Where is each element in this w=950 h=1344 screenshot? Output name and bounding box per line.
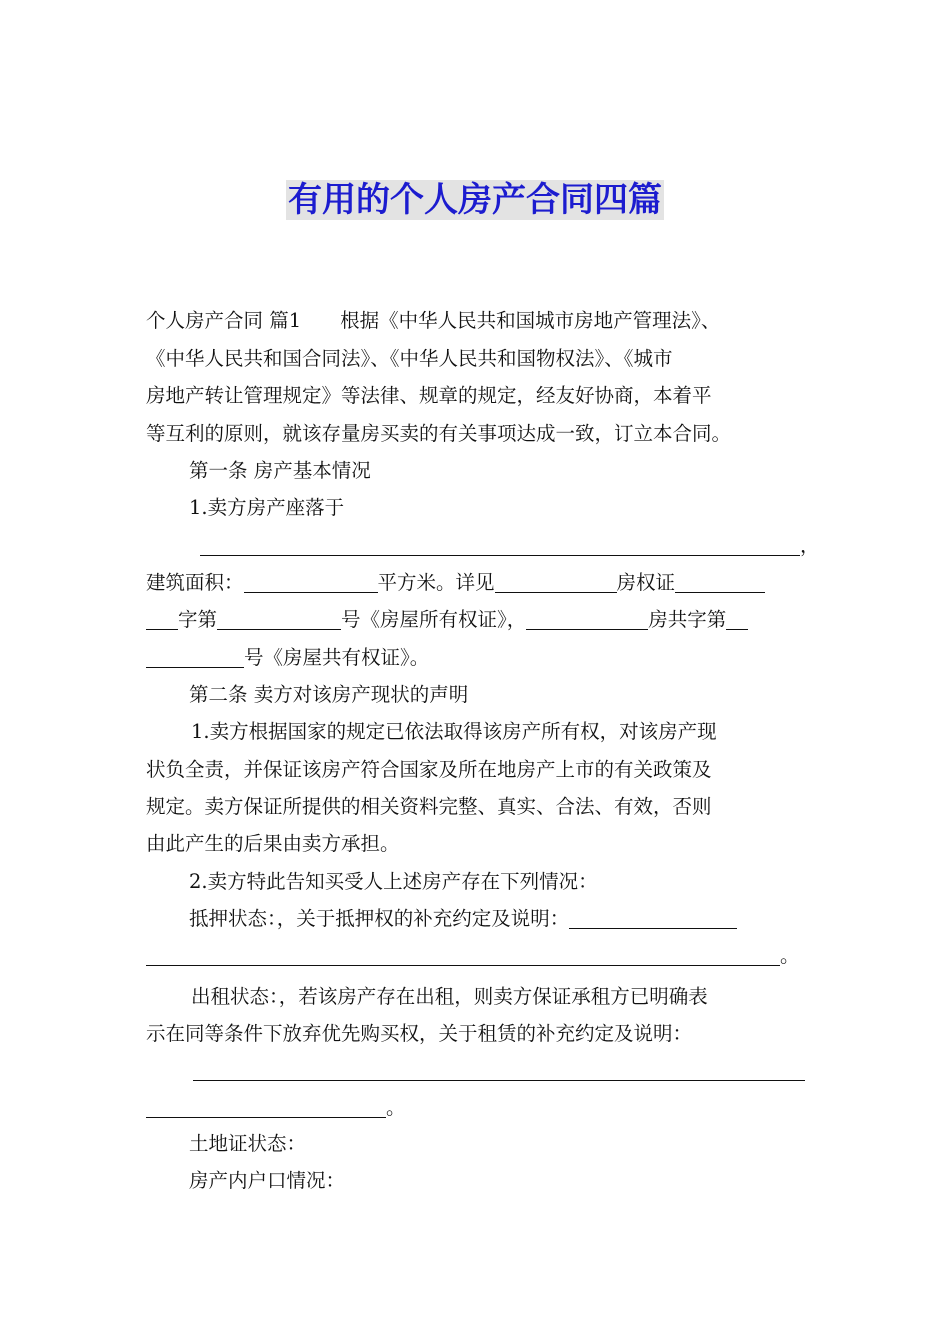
blank-underline [146, 605, 178, 630]
document-title: 有用的个人房产合同四篇 [288, 180, 662, 220]
blank-underline [146, 643, 244, 668]
fill-line: 建筑面积： 平方米。详见 房权证 [146, 565, 765, 601]
paragraph-line: 2.卖方特此告知买受人上述房产存在下列情况： [189, 870, 598, 893]
paragraph-line: 1.卖方房产座落于 [189, 496, 345, 519]
fill-line: ， [200, 528, 820, 564]
paragraph-line: 1.卖方根据国家的规定已依法取得该房产所有权，对该房产现 [191, 720, 717, 743]
paragraph-line: 房地产转让管理规定》等法律、规章的规定，经友好协商，本着平 [146, 384, 712, 407]
blank-underline [726, 605, 748, 630]
blank-underline [146, 941, 780, 966]
paragraph-line: 等互利的原则，就该存量房买卖的有关事项达成一致，订立本合同。 [146, 422, 732, 445]
paragraph-line: 土地证状态： [189, 1132, 307, 1155]
blank-underline [495, 568, 617, 593]
blank-underline [526, 605, 648, 630]
fill-line: 抵押状态：，关于抵押权的补充约定及说明： [189, 901, 737, 937]
fill-line: 号《房屋共有权证》。 [146, 640, 429, 676]
paragraph-line: 规定。卖方保证所提供的相关资料完整、真实、合法、有效，否则 [146, 795, 712, 818]
paragraph-line: 《中华人民共和国合同法》、《中华人民共和国物权法》、《城市 [146, 347, 673, 370]
fill-line: 。 [146, 938, 800, 974]
blank-underline [146, 1093, 386, 1118]
blank-underline [217, 605, 341, 630]
blank-underline [675, 568, 765, 593]
paragraph-line: 个人房产合同 篇1 根据《中华人民共和国城市房地产管理法》、 [146, 309, 721, 332]
fill-line [193, 1053, 805, 1089]
paragraph-line: 出租状态：，若该房产存在出租，则卖方保证承租方已明确表 [191, 985, 708, 1008]
paragraph-line: 由此产生的后果由卖方承担。 [146, 832, 400, 855]
paragraph-line: 示在同等条件下放弃优先购买权，关于租赁的补充约定及说明： [146, 1022, 693, 1045]
blank-underline [193, 1056, 805, 1081]
blank-underline [200, 531, 800, 556]
paragraph-line: 房产内户口情况： [189, 1169, 346, 1192]
section-heading: 第二条 卖方对该房产现状的声明 [189, 683, 469, 706]
blank-underline [569, 904, 737, 929]
fill-line: 字第 号《房屋所有权证》， 房共字第 [146, 602, 748, 638]
paragraph-line: 状负全责，并保证该房产符合国家及所在地房产上市的有关政策及 [146, 758, 712, 781]
blank-underline [244, 568, 378, 593]
fill-line: 。 [146, 1090, 406, 1126]
section-heading: 第一条 房产基本情况 [189, 459, 371, 482]
